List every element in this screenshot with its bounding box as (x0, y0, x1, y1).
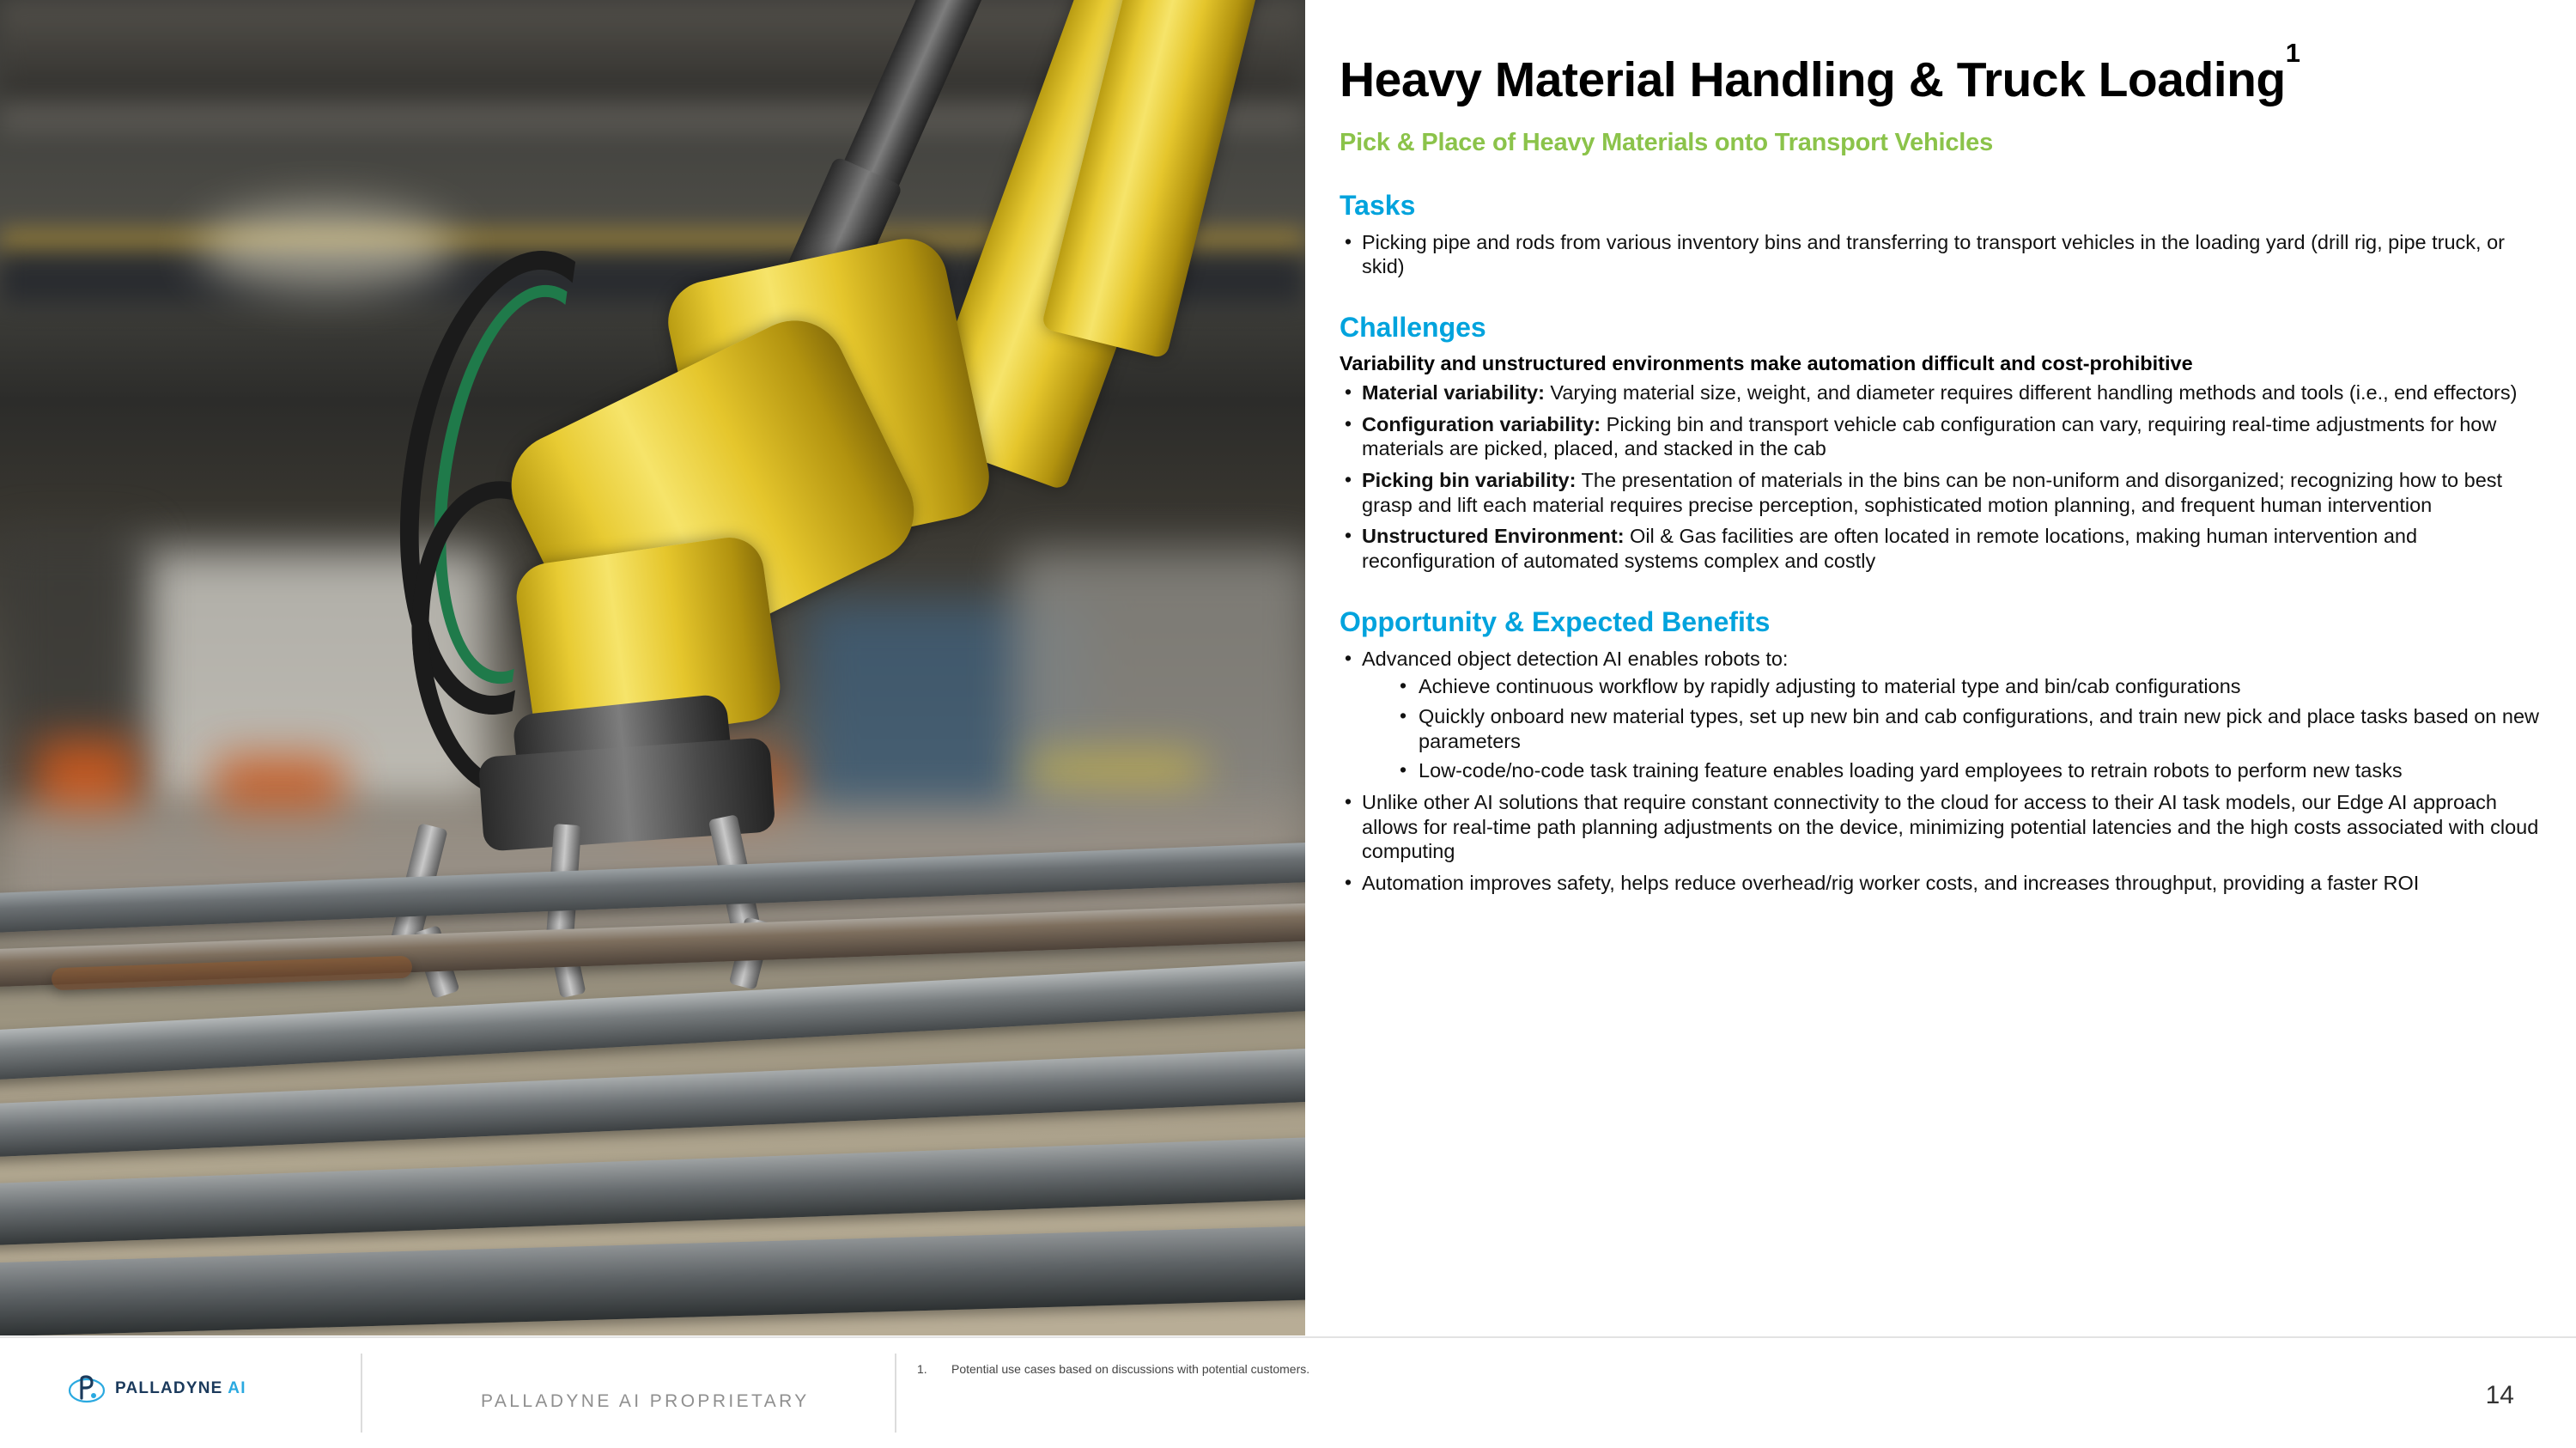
list-item-label: Configuration variability: (1362, 412, 1601, 435)
list-item: • Achieve continuous workflow by rapidly adjusting to material type and bin/cab configurations (1396, 674, 2542, 699)
list-item-text: The presentation of materials in the bins can be non-uniform and disorganized; recognizing how to best grasp and lift each material requires precise perception, sophisticated motion planning, and frequent human intervention (1362, 469, 2503, 516)
slide-footer (0, 1336, 2576, 1448)
list-item: • Picking pipe and rods from various inventory bins and transferring to transport vehicles in the loading yard (drill rig, pipe truck, or skid) (1340, 230, 2542, 279)
brand-name-suffix: AI (228, 1379, 246, 1397)
list-item: • Low-code/no-code task training feature enables loading yard employees to retrain robots to perform new tasks (1396, 758, 2542, 783)
list-item: • Quickly onboard new material types, set up new bin and cab configurations, and train new pick and place tasks based on new parameters (1396, 704, 2542, 753)
list-item-text: Advanced object detection AI enables robots to: (1362, 647, 1789, 670)
list-item (1340, 412, 2542, 461)
proprietary-notice: PALLADYNE AI PROPRIETARY (481, 1391, 810, 1411)
list-item (1340, 524, 2542, 573)
title-footnote-marker: 1 (2285, 38, 2300, 68)
opportunity-list (1340, 647, 2542, 896)
page-number: 14 (2485, 1381, 2514, 1409)
list-item-text: Varying material size, weight, and diameter requires different handling methods and tools (i.e., end effectors) (1544, 381, 2518, 405)
list-item: • Unlike other AI solutions that require constant connectivity to the cloud for access to their AI task models, our Edge AI approach allows for real-time path planning adjustments on the device, minimizing potential latencies and the high costs associated with cloud computing (1340, 790, 2542, 864)
list-item (1340, 647, 2542, 783)
list-item (1340, 468, 2542, 517)
brand-name-main: PALLADYNE (115, 1379, 223, 1397)
section-heading-challenges: Challenges (1340, 312, 1486, 344)
footnote-number: 1. (917, 1362, 927, 1376)
list-item-label: Material variability: (1362, 381, 1545, 405)
list-item-label: Picking bin variability: (1362, 469, 1577, 492)
page-subtitle: Pick & Place of Heavy Materials onto Transport Vehicles (1340, 128, 1994, 156)
challenges-lead: Variability and unstructured environments make automation difficult and cost-prohibitive (1340, 352, 2193, 375)
footnote-text: Potential use cases based on discussions with potential customers. (951, 1362, 1310, 1376)
section-heading-opportunity: Opportunity & Expected Benefits (1340, 605, 1771, 637)
opportunity-sublist (1362, 674, 2542, 783)
section-heading-tasks: Tasks (1340, 189, 1416, 221)
hero-image (0, 0, 1305, 1335)
slide-content (1340, 0, 2542, 1335)
challenges-list (1340, 380, 2542, 574)
list-item (1340, 380, 2542, 405)
page-title (1340, 38, 2542, 108)
list-item-text: Picking bin and transport vehicle cab configuration can vary, requiring real-time adjustments for how materials are picked, placed, and stacked in the cab (1362, 412, 2497, 460)
page-title-text: Heavy Material Handling & Truck Loading (1340, 52, 2286, 107)
list-item: • Automation improves safety, helps reduce overhead/rig worker costs, and increases throughput, providing a faster ROI (1340, 871, 2542, 896)
list-item-text: Oil & Gas facilities are often located in remote locations, making human intervention and reconfiguration of automated systems complex and costly (1362, 525, 2418, 573)
list-item-label: Unstructured Environment: (1362, 525, 1625, 548)
tasks-list (1340, 230, 2542, 279)
